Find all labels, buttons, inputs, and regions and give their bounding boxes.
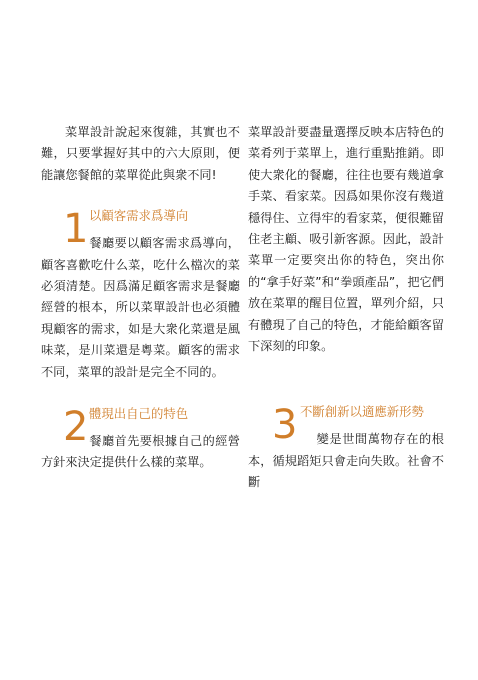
right-column (248, 122, 444, 494)
section-1-body (41, 233, 240, 383)
section-3-number: 3 (272, 402, 298, 449)
section-3-title: 不斷創新以適應新形勢 (300, 404, 424, 420)
section-3-text: 變是世間萬物存在的根本，循規蹈矩只會走向失敗。社會不斷 (248, 432, 444, 490)
section-2-text: 餐廳首先要根據自己的經營方針來決定提供什么樣的菜單。 (41, 434, 240, 470)
section-1-heading (41, 206, 240, 253)
section-2-number: 2 (63, 404, 89, 451)
section-1-title: 以顧客需求爲導向 (89, 208, 189, 224)
section-2 (41, 405, 240, 474)
right-paragraph: 菜單設計要盡量選擇反映本店特色的菜肴列于菜單上，進行重點推銷。即使大衆化的餐廳，往往也要有幾道拿手菜、看家菜。因爲如果你沒有幾道穩得住、立得牢的看家菜，便很難留住老主顧、吸引新客源。因此，設計菜單一定要突出你的特色，突出你的“拿手好菜”和“拳頭產品”，把它們放在菜單的醒目位置，單列介紹，只有體現了自己的特色，才能給顧客留下深刻的印象。 (248, 125, 444, 354)
intro-paragraph: 菜單設計說起來復雜，其實也不難，只要掌握好其中的六大原則，便能讓您餐館的菜單從此與衆不同! (41, 125, 240, 182)
section-2-title: 體現出自己的特色 (89, 406, 189, 422)
section-3-heading (248, 402, 444, 449)
section-1-text: 餐廳要以顧客需求爲導向，顧客喜歡吃什么菜，吃什么檔次的菜必須清楚。因爲滿足顧客需求是餐廳經營的根本，所以菜單設計也必須體現顧客的需求，如是大衆化菜還是風味菜，是川菜還是粵菜。顧客的需求不同，菜單的設計是完全不同的。 (41, 236, 240, 379)
section-2-heading (41, 404, 240, 451)
section-1-number: 1 (63, 206, 89, 253)
section-1 (41, 207, 240, 383)
section-3 (248, 403, 444, 493)
left-column (41, 122, 240, 474)
